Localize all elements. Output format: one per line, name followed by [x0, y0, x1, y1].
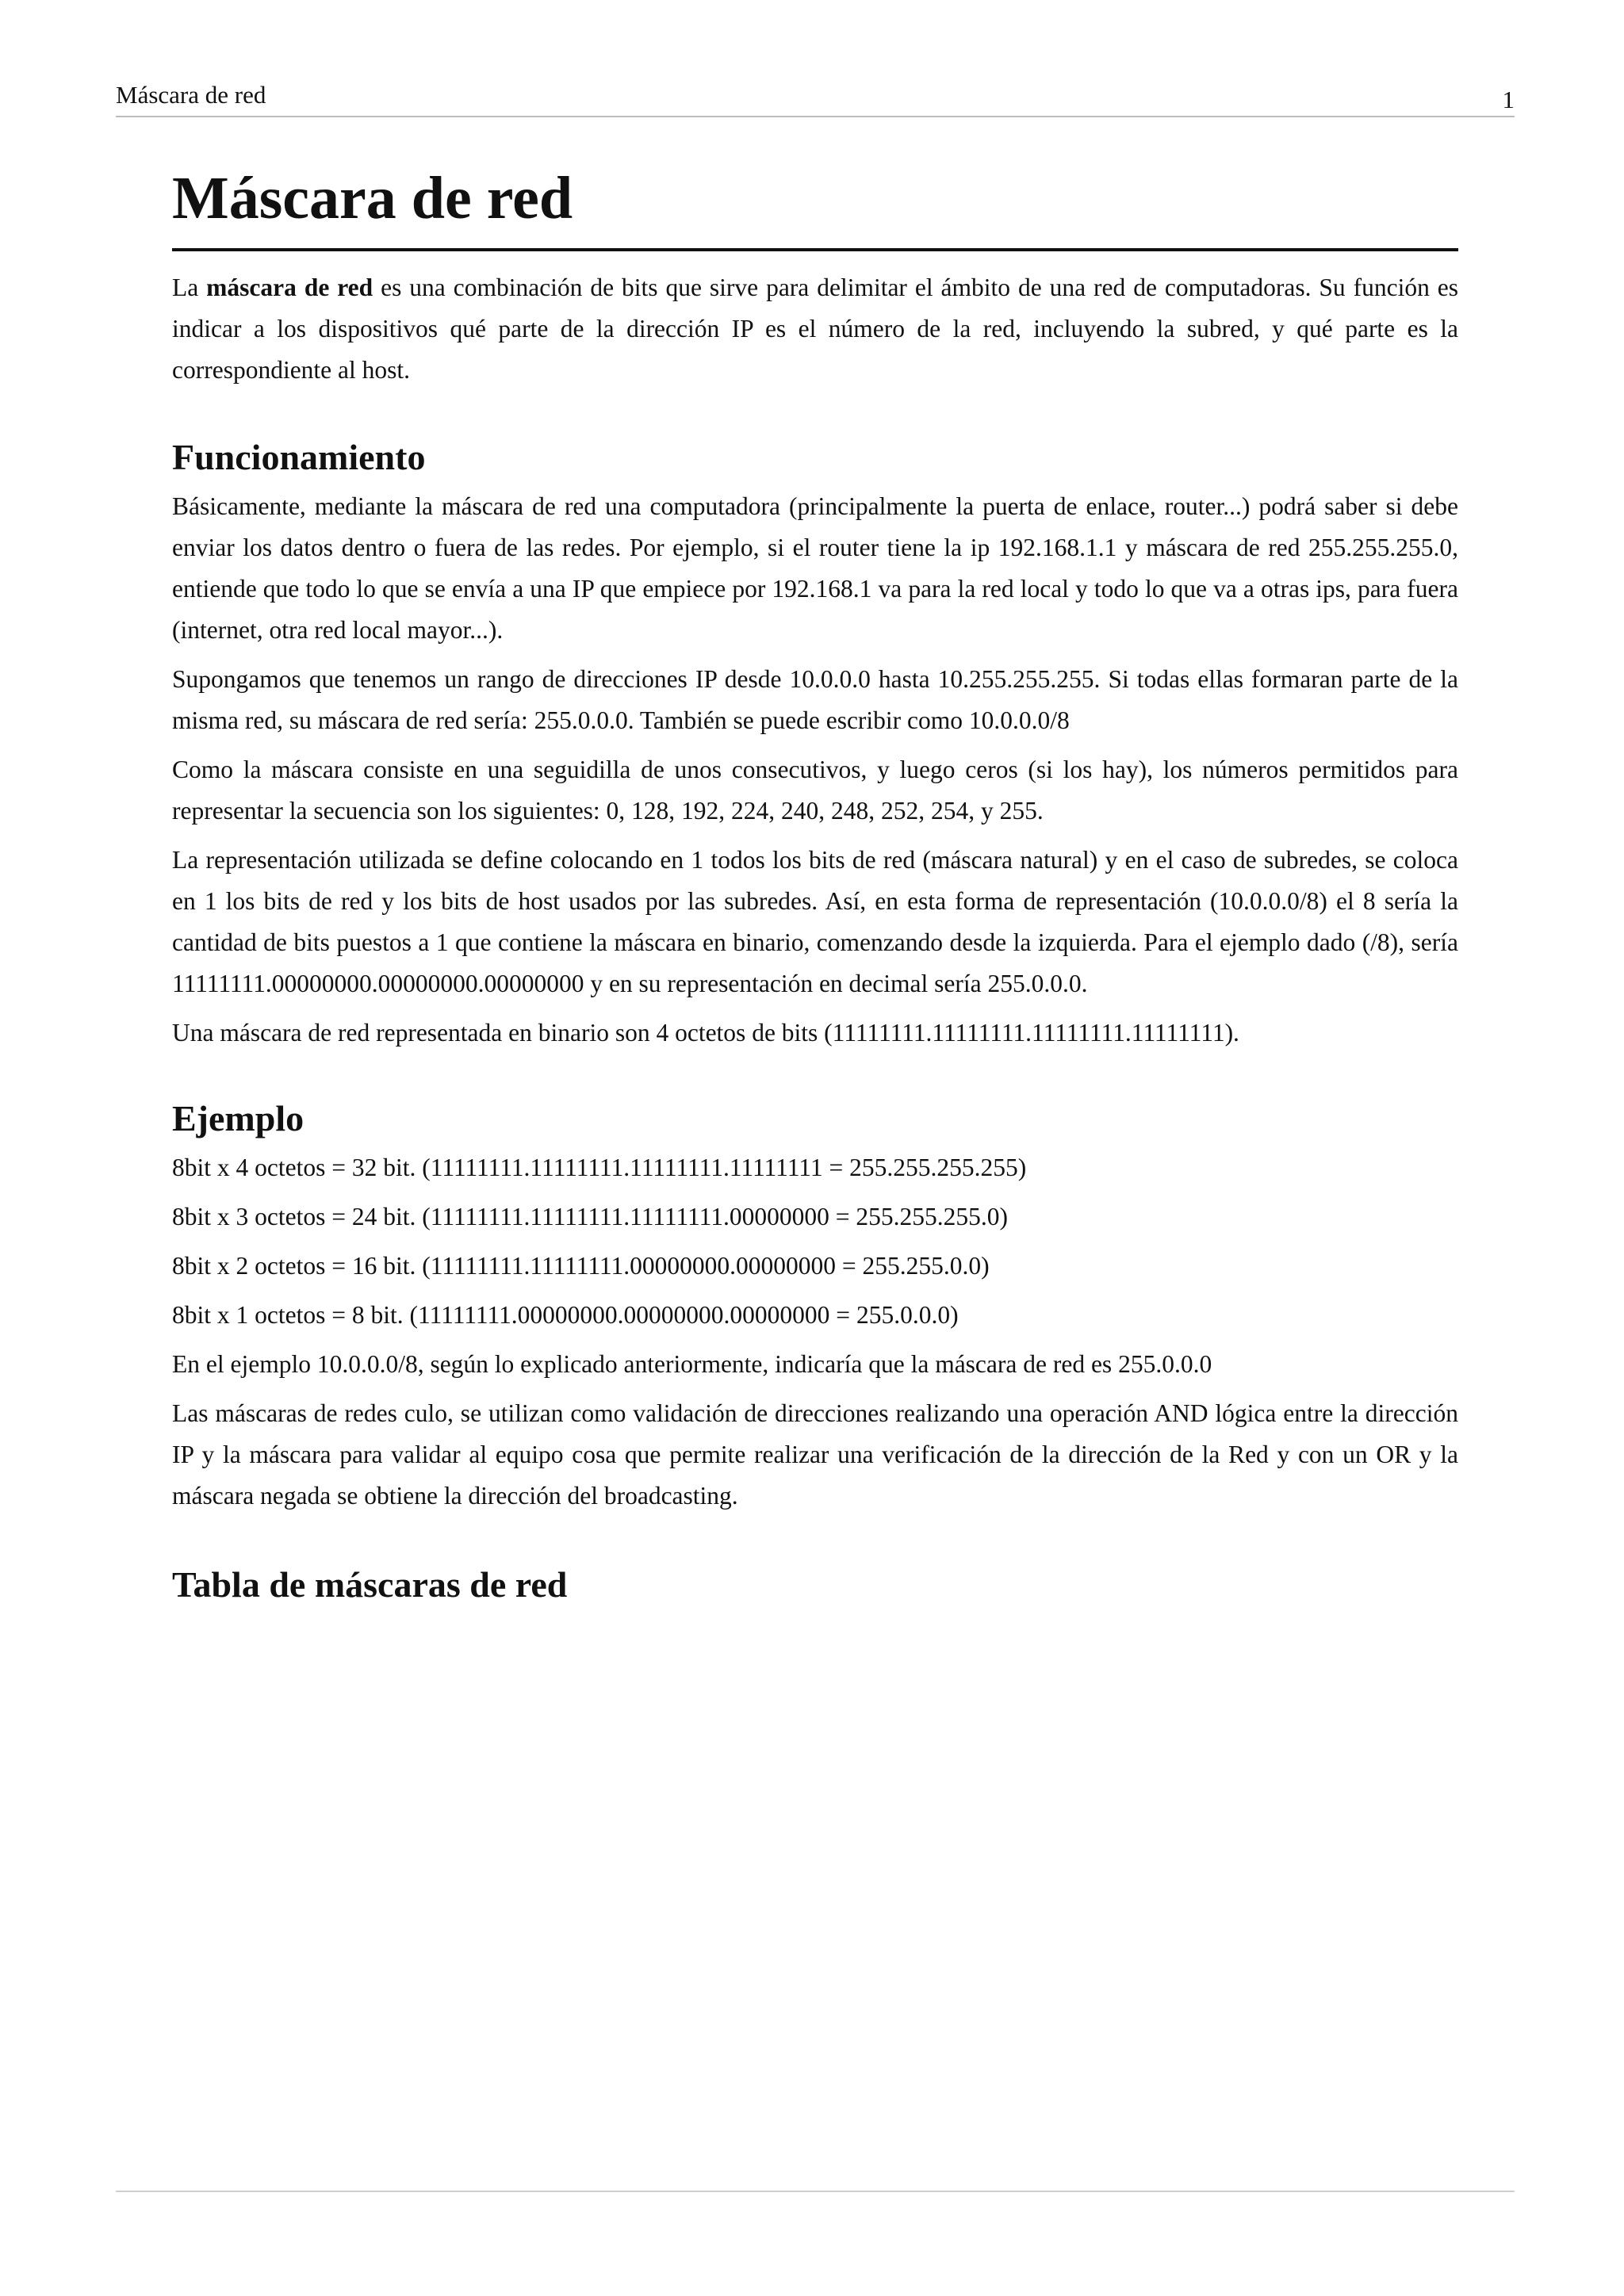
page-title: Máscara de red — [172, 163, 1458, 251]
page-number: 1 — [1502, 86, 1515, 113]
ejemplo-line-32bit: 8bit x 4 octetos = 32 bit. (11111111.11111111.11111111.11111111 = 255.255.255.255) — [172, 1154, 1027, 1181]
lead-prefix: La — [172, 274, 207, 301]
lead-rest: es una combinación de bits que sirve para delimitar el ámbito de una red de computadoras. Su función es indicar a los dispositivos qué parte de la dirección IP es el número de la red, incluyendo la subred, y qué parte es la correspondiente al host. — [172, 274, 1459, 384]
funcionamiento-paragraph-4: La representación utilizada se define colocando en 1 todos los bits de red (máscara natural) y en el caso de subredes, se coloca en 1 los bits de red y los bits de host usados por las subredes. Así, en esta forma de representación (10.0.0.0/8) el 8 sería la cantidad de bits puestos a 1 que contiene la máscara en binario, comenzando desde la izquierda. Para el ejemplo dado (/8), sería 11111111.00000000.00000000.00000000 y en su representación en decimal sería 255.0.0.0. — [172, 846, 1458, 997]
ejemplo-line-24bit: 8bit x 3 octetos = 24 bit. (11111111.11111111.11111111.00000000 = 255.255.255.0) — [172, 1203, 1008, 1230]
running-header — [116, 79, 1515, 117]
running-header-title: Máscara de red — [116, 81, 266, 109]
section-heading-ejemplo: Ejemplo — [172, 1098, 304, 1138]
lead-paragraph — [172, 267, 1458, 391]
footer-divider — [116, 2191, 1515, 2192]
ejemplo-paragraph-explicacion: En el ejemplo 10.0.0.0/8, según lo explicado anteriormente, indicaría que la máscara de red es 255.0.0.0 — [172, 1350, 1212, 1378]
section-heading-funcionamiento: Funcionamiento — [172, 437, 426, 477]
ejemplo-paragraph-validacion: Las máscaras de redes culo, se utilizan como validación de direcciones realizando una operación AND lógica entre la dirección IP y la máscara para validar al equipo cosa que permite realizar una verificación de la dirección de la Red y con un OR y la máscara negada se obtiene la dirección del broadcasting. — [172, 1399, 1458, 1510]
funcionamiento-paragraph-3: Como la máscara consiste en una seguidilla de unos consecutivos, y luego ceros (si los hay), los números permitidos para representar la secuencia son los siguientes: 0, 128, 192, 224, 240, 248, 252, 254, y 255. — [172, 756, 1458, 825]
lead-bold-term: máscara de red — [206, 274, 373, 301]
ejemplo-line-16bit: 8bit x 2 octetos = 16 bit. (11111111.11111111.00000000.00000000 = 255.255.0.0) — [172, 1252, 990, 1280]
funcionamiento-paragraph-2: Supongamos que tenemos un rango de direcciones IP desde 10.0.0.0 hasta 10.255.255.255. Si todas ellas formaran parte de la misma red, su máscara de red sería: 255.0.0.0. También se puede escribir como 10.0.0.0/8 — [172, 665, 1458, 734]
article-body — [172, 163, 1458, 1609]
funcionamiento-paragraph-5: Una máscara de red representada en binario son 4 octetos de bits (11111111.11111111.11111111.11111111). — [172, 1019, 1239, 1047]
ejemplo-line-8bit: 8bit x 1 octetos = 8 bit. (11111111.00000000.00000000.00000000 = 255.0.0.0) — [172, 1301, 959, 1329]
section-heading-tabla: Tabla de máscaras de red — [172, 1564, 568, 1605]
funcionamiento-paragraph-1: Básicamente, mediante la máscara de red una computadora (principalmente la puerta de enlace, router...) podrá saber si debe enviar los datos dentro o fuera de las redes. Por ejemplo, si el router tiene la ip 192.168.1.1 y máscara de red 255.255.255.0, entiende que todo lo que se envía a una IP que empiece por 192.168.1 va para la red local y todo lo que va a otras ips, para fuera (internet, otra red local mayor...). — [172, 492, 1458, 644]
